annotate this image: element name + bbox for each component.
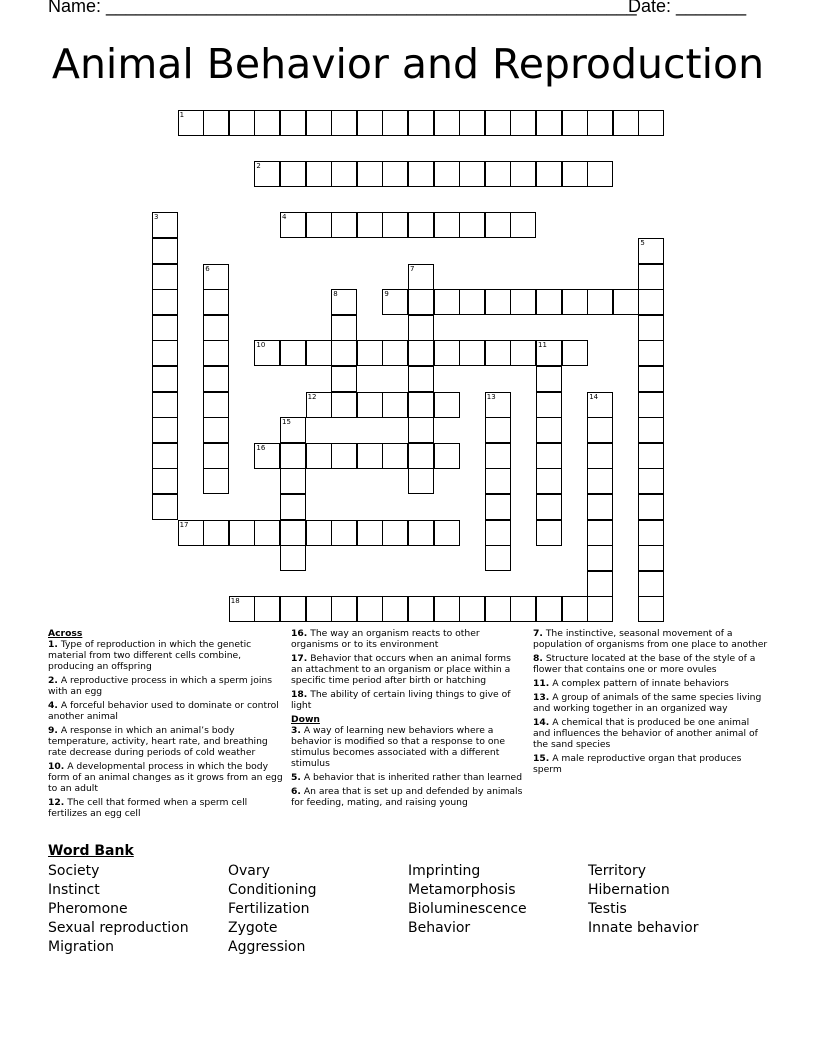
crossword-cell[interactable] <box>152 443 178 469</box>
crossword-cell[interactable] <box>485 110 511 136</box>
crossword-cell[interactable] <box>638 571 664 597</box>
crossword-cell[interactable] <box>587 596 613 622</box>
crossword-cell[interactable] <box>536 161 562 187</box>
word-bank-column-2 <box>228 862 316 957</box>
crossword-cell[interactable] <box>152 238 178 264</box>
crossword-cell[interactable] <box>485 289 511 315</box>
crossword-cell[interactable] <box>152 264 178 290</box>
clue-number: 8 <box>333 290 338 299</box>
crossword-cell[interactable] <box>331 520 357 546</box>
word-bank-item: Aggression <box>228 939 306 955</box>
crossword-cell[interactable] <box>280 468 306 494</box>
clue-number: 12 <box>307 392 317 401</box>
clue-down-11: 11. A complex pattern of innate behaviors <box>533 678 729 689</box>
crossword-cell[interactable] <box>152 392 178 418</box>
word-bank-item: Testis <box>588 901 627 917</box>
crossword-cell[interactable] <box>587 161 613 187</box>
crossword-cell[interactable] <box>331 110 357 136</box>
crossword-cell[interactable] <box>485 596 511 622</box>
crossword-cell[interactable] <box>408 443 434 469</box>
word-bank-item: Society <box>48 863 100 879</box>
clue-down-5: 5. A behavior that is inherited rather than learned <box>291 772 523 783</box>
crossword-cell[interactable] <box>536 468 562 494</box>
clue-down-7: 7. The instinctive, seasonal movement of a population of organisms from one place to another <box>533 628 768 650</box>
word-bank-item: Territory <box>588 863 647 879</box>
crossword-cell[interactable] <box>382 110 408 136</box>
crossword-cell[interactable] <box>203 443 229 469</box>
crossword-cell[interactable] <box>536 366 562 392</box>
clue-down-3: 3. A way of learning new behaviors where a behavior is modified so that a response to one stimulus becomes associated with a different stimulus <box>291 725 505 769</box>
clue-number: 13 <box>486 392 496 401</box>
word-bank-item: Zygote <box>228 920 278 936</box>
crossword-cell[interactable] <box>485 468 511 494</box>
crossword-cell[interactable] <box>434 110 460 136</box>
crossword-cell[interactable] <box>485 417 511 443</box>
clue-down-8: 8. Structure located at the base of the style of a flower that contains one or more ovules <box>533 653 756 675</box>
crossword-cell[interactable] <box>510 161 536 187</box>
crossword-cell[interactable] <box>382 161 408 187</box>
crossword-cell[interactable] <box>306 340 332 366</box>
clue-number: 2 <box>256 162 261 171</box>
crossword-cell[interactable] <box>459 596 485 622</box>
crossword-cell[interactable] <box>306 596 332 622</box>
date-field[interactable]: Date: _______ <box>628 0 747 16</box>
clue-number: 16 <box>256 443 266 452</box>
clue-number: 7 <box>410 264 415 273</box>
crossword-cell[interactable] <box>587 443 613 469</box>
crossword-cell[interactable] <box>152 315 178 341</box>
crossword-cell[interactable] <box>357 392 383 418</box>
crossword-cell[interactable] <box>434 520 460 546</box>
crossword-cell[interactable] <box>408 340 434 366</box>
crossword-cell[interactable] <box>638 340 664 366</box>
word-bank-item: Innate behavior <box>588 920 699 936</box>
clue-number: 3 <box>154 213 159 222</box>
clues-column-3 <box>533 628 769 778</box>
word-bank-column-4 <box>588 862 698 938</box>
crossword-cell[interactable] <box>434 161 460 187</box>
crossword-cell[interactable] <box>382 596 408 622</box>
crossword-cell[interactable] <box>152 340 178 366</box>
word-bank-item: Metamorphosis <box>408 882 516 898</box>
clue-across-2: 2. A reproductive process in which a sperm joins with an egg <box>48 675 272 697</box>
clue-across-18: 18. The ability of certain living things to give of light <box>291 689 511 711</box>
crossword-cell[interactable] <box>638 289 664 315</box>
crossword-cell[interactable] <box>536 289 562 315</box>
crossword-cell[interactable] <box>152 417 178 443</box>
crossword-cell[interactable] <box>203 289 229 315</box>
crossword-cell[interactable] <box>382 212 408 238</box>
clue-across-10: 10. A developmental process in which the body form of an animal changes as it grows from an egg to an adult <box>48 761 283 794</box>
crossword-cell[interactable] <box>280 161 306 187</box>
crossword-cell[interactable] <box>203 366 229 392</box>
crossword-cell[interactable] <box>357 110 383 136</box>
crossword-cell[interactable] <box>357 212 383 238</box>
crossword-cell[interactable] <box>459 289 485 315</box>
crossword-cell[interactable] <box>485 443 511 469</box>
word-bank-item: Ovary <box>228 863 270 879</box>
crossword-cell[interactable] <box>382 340 408 366</box>
crossword-cell[interactable] <box>510 212 536 238</box>
crossword-cell[interactable] <box>536 417 562 443</box>
clue-down-14: 14. A chemical that is produced be one animal and influences the behavior of another animal of the sand species <box>533 717 758 750</box>
crossword-cell[interactable] <box>306 110 332 136</box>
crossword-cell[interactable] <box>459 161 485 187</box>
crossword-cell[interactable] <box>280 110 306 136</box>
crossword-cell[interactable] <box>357 340 383 366</box>
crossword-cell[interactable] <box>408 392 434 418</box>
crossword-cell[interactable] <box>152 468 178 494</box>
crossword-cell[interactable] <box>638 468 664 494</box>
clue-number: 9 <box>384 290 389 299</box>
crossword-cell[interactable] <box>587 110 613 136</box>
crossword-cell[interactable] <box>357 443 383 469</box>
crossword-cell[interactable] <box>229 110 255 136</box>
crossword-cell[interactable] <box>408 366 434 392</box>
crossword-cell[interactable] <box>331 315 357 341</box>
clue-number: 6 <box>205 264 210 273</box>
crossword-cell[interactable] <box>587 545 613 571</box>
crossword-cell[interactable] <box>280 545 306 571</box>
word-bank-item: Conditioning <box>228 882 317 898</box>
crossword-cell[interactable] <box>408 596 434 622</box>
crossword-cell[interactable] <box>638 315 664 341</box>
crossword-cell[interactable] <box>587 468 613 494</box>
clues-column-2 <box>291 628 523 811</box>
clue-across-17: 17. Behavior that occurs when an animal forms an attachment to an organism or place within a specific time period after birth or hatching <box>291 653 511 686</box>
crossword-cell[interactable] <box>510 340 536 366</box>
word-bank-item: Behavior <box>408 920 471 936</box>
clue-number: 15 <box>282 418 291 427</box>
word-bank-column-3 <box>408 862 527 938</box>
crossword-cell[interactable] <box>254 596 280 622</box>
crossword-cell[interactable] <box>459 212 485 238</box>
clue-number: 5 <box>640 239 645 247</box>
crossword-cell[interactable] <box>306 520 332 546</box>
name-field[interactable]: Name: _____________________________________________________ <box>48 0 637 16</box>
crossword-cell[interactable] <box>434 443 460 469</box>
crossword-cell[interactable] <box>152 366 178 392</box>
crossword-cell[interactable] <box>638 494 664 520</box>
crossword-cell[interactable] <box>434 596 460 622</box>
down-heading: Down <box>291 714 320 725</box>
crossword-cell[interactable] <box>562 110 588 136</box>
crossword-cell[interactable] <box>306 212 332 238</box>
crossword-cell[interactable] <box>638 264 664 290</box>
clue-across-9: 9. A response in which an animal’s body temperature, activity, heart rate, and breathing rate decrease during periods of cold weather <box>48 725 268 758</box>
crossword-cell[interactable] <box>408 468 434 494</box>
word-bank-item: Instinct <box>48 882 100 898</box>
clue-number: 14 <box>589 392 599 401</box>
crossword-cell[interactable] <box>459 340 485 366</box>
crossword-cell[interactable] <box>434 340 460 366</box>
clues-column-1 <box>48 628 283 822</box>
crossword-cell[interactable] <box>638 417 664 443</box>
word-bank-item: Migration <box>48 939 115 955</box>
crossword-cell[interactable] <box>638 392 664 418</box>
crossword-cell[interactable] <box>203 392 229 418</box>
crossword-cell[interactable] <box>254 110 280 136</box>
crossword-cell[interactable] <box>485 340 511 366</box>
crossword-cell[interactable] <box>536 596 562 622</box>
crossword-cell[interactable] <box>306 161 332 187</box>
crossword-cell[interactable] <box>331 443 357 469</box>
clue-across-4: 4. A forceful behavior used to dominate or control another animal <box>48 700 279 722</box>
word-bank-item: Sexual reproduction <box>48 920 189 936</box>
crossword-cell[interactable] <box>536 392 562 418</box>
crossword-cell[interactable] <box>203 520 229 546</box>
crossword-cell[interactable] <box>485 520 511 546</box>
crossword-cell[interactable] <box>382 392 408 418</box>
crossword-cell[interactable] <box>638 596 664 622</box>
crossword-cell[interactable] <box>280 596 306 622</box>
crossword-cell[interactable] <box>408 161 434 187</box>
crossword-cell[interactable] <box>587 571 613 597</box>
word-bank-column-1 <box>48 862 189 957</box>
crossword-cell[interactable] <box>459 110 485 136</box>
clue-down-13: 13. A group of animals of the same species living and working together in an organized way <box>533 692 762 714</box>
crossword-cell[interactable] <box>280 520 306 546</box>
word-bank-item: Hibernation <box>588 882 670 898</box>
crossword-cell[interactable] <box>254 520 280 546</box>
crossword-cell[interactable] <box>587 417 613 443</box>
crossword-cell[interactable] <box>382 520 408 546</box>
crossword-cell[interactable] <box>638 545 664 571</box>
crossword-cell[interactable] <box>203 110 229 136</box>
crossword-cell[interactable] <box>306 443 332 469</box>
page-title: Animal Behavior and Reproduction <box>51 40 765 88</box>
crossword-cell[interactable] <box>613 110 639 136</box>
crossword-cell[interactable] <box>408 212 434 238</box>
crossword-cell[interactable] <box>408 417 434 443</box>
clue-number: 4 <box>282 213 287 222</box>
crossword-cell[interactable] <box>587 494 613 520</box>
clue-down-6: 6. An area that is set up and defended by animals for feeding, mating, and raising young <box>291 786 523 808</box>
clue-down-15: 15. A male reproductive organ that produces sperm <box>533 753 742 775</box>
crossword-cell[interactable] <box>485 545 511 571</box>
word-bank-title: Word Bank <box>48 843 134 859</box>
crossword-cell[interactable] <box>280 494 306 520</box>
crossword-cell[interactable] <box>510 289 536 315</box>
clue-number: 11 <box>538 341 547 350</box>
crossword-cell[interactable] <box>357 161 383 187</box>
word-bank-item: Imprinting <box>408 863 481 879</box>
crossword-cell[interactable] <box>280 443 306 469</box>
crossword-cell[interactable] <box>357 596 383 622</box>
crossword-cell[interactable] <box>331 596 357 622</box>
crossword-cell[interactable] <box>408 289 434 315</box>
crossword-cell[interactable] <box>408 520 434 546</box>
crossword-cell[interactable] <box>613 289 639 315</box>
crossword-cell[interactable] <box>562 161 588 187</box>
crossword-cell[interactable] <box>203 468 229 494</box>
crossword-cell[interactable] <box>434 212 460 238</box>
crossword-cell[interactable] <box>485 212 511 238</box>
crossword-cell[interactable] <box>331 392 357 418</box>
crossword-cell[interactable] <box>485 494 511 520</box>
crossword-cell[interactable] <box>562 596 588 622</box>
crossword-cell[interactable] <box>638 443 664 469</box>
crossword-cell[interactable] <box>536 110 562 136</box>
crossword-cell[interactable] <box>638 366 664 392</box>
crossword-cell[interactable] <box>510 110 536 136</box>
crossword-cell[interactable] <box>587 520 613 546</box>
word-bank-item: Fertilization <box>228 901 310 917</box>
crossword-cell[interactable] <box>638 520 664 546</box>
clue-number: 18 <box>230 597 240 606</box>
crossword-cell[interactable] <box>331 212 357 238</box>
crossword-cell[interactable] <box>357 520 383 546</box>
crossword-cell[interactable] <box>331 161 357 187</box>
crossword-cell[interactable] <box>536 520 562 546</box>
crossword-cell[interactable] <box>203 315 229 341</box>
crossword-cell[interactable] <box>382 443 408 469</box>
crossword-cell[interactable] <box>562 340 588 366</box>
crossword-cell[interactable] <box>638 110 664 136</box>
crossword-cell[interactable] <box>485 161 511 187</box>
crossword-cell[interactable] <box>280 340 306 366</box>
crossword-cell[interactable] <box>536 443 562 469</box>
crossword-cell[interactable] <box>331 340 357 366</box>
crossword-cell[interactable] <box>203 340 229 366</box>
clue-across-12: 12. The cell that formed when a sperm cell fertilizes an egg cell <box>48 797 248 819</box>
clue-number: 17 <box>179 520 189 529</box>
clue-across-1: 1. Type of reproduction in which the genetic material from two different cells combine, producing an offspring <box>48 639 252 672</box>
crossword-cell[interactable] <box>152 494 178 520</box>
crossword-cell[interactable] <box>331 366 357 392</box>
clue-across-16: 16. The way an organism reacts to other organisms or to its environment <box>291 628 480 650</box>
word-bank-item: Pheromone <box>48 901 128 917</box>
crossword-cell[interactable] <box>587 289 613 315</box>
crossword-cell[interactable] <box>510 596 536 622</box>
clue-number: 1 <box>179 111 185 119</box>
crossword-cell[interactable] <box>408 315 434 341</box>
across-heading: Across <box>48 628 83 639</box>
crossword-cell[interactable] <box>434 392 460 418</box>
word-bank-item: Bioluminescence <box>408 901 527 917</box>
crossword-cell[interactable] <box>203 417 229 443</box>
crossword-cell[interactable] <box>536 494 562 520</box>
crossword-cell[interactable] <box>562 289 588 315</box>
crossword-cell[interactable] <box>152 289 178 315</box>
crossword-cell[interactable] <box>408 110 434 136</box>
crossword-cell[interactable] <box>434 289 460 315</box>
clue-number: 10 <box>256 341 266 350</box>
crossword-cell[interactable] <box>229 520 255 546</box>
